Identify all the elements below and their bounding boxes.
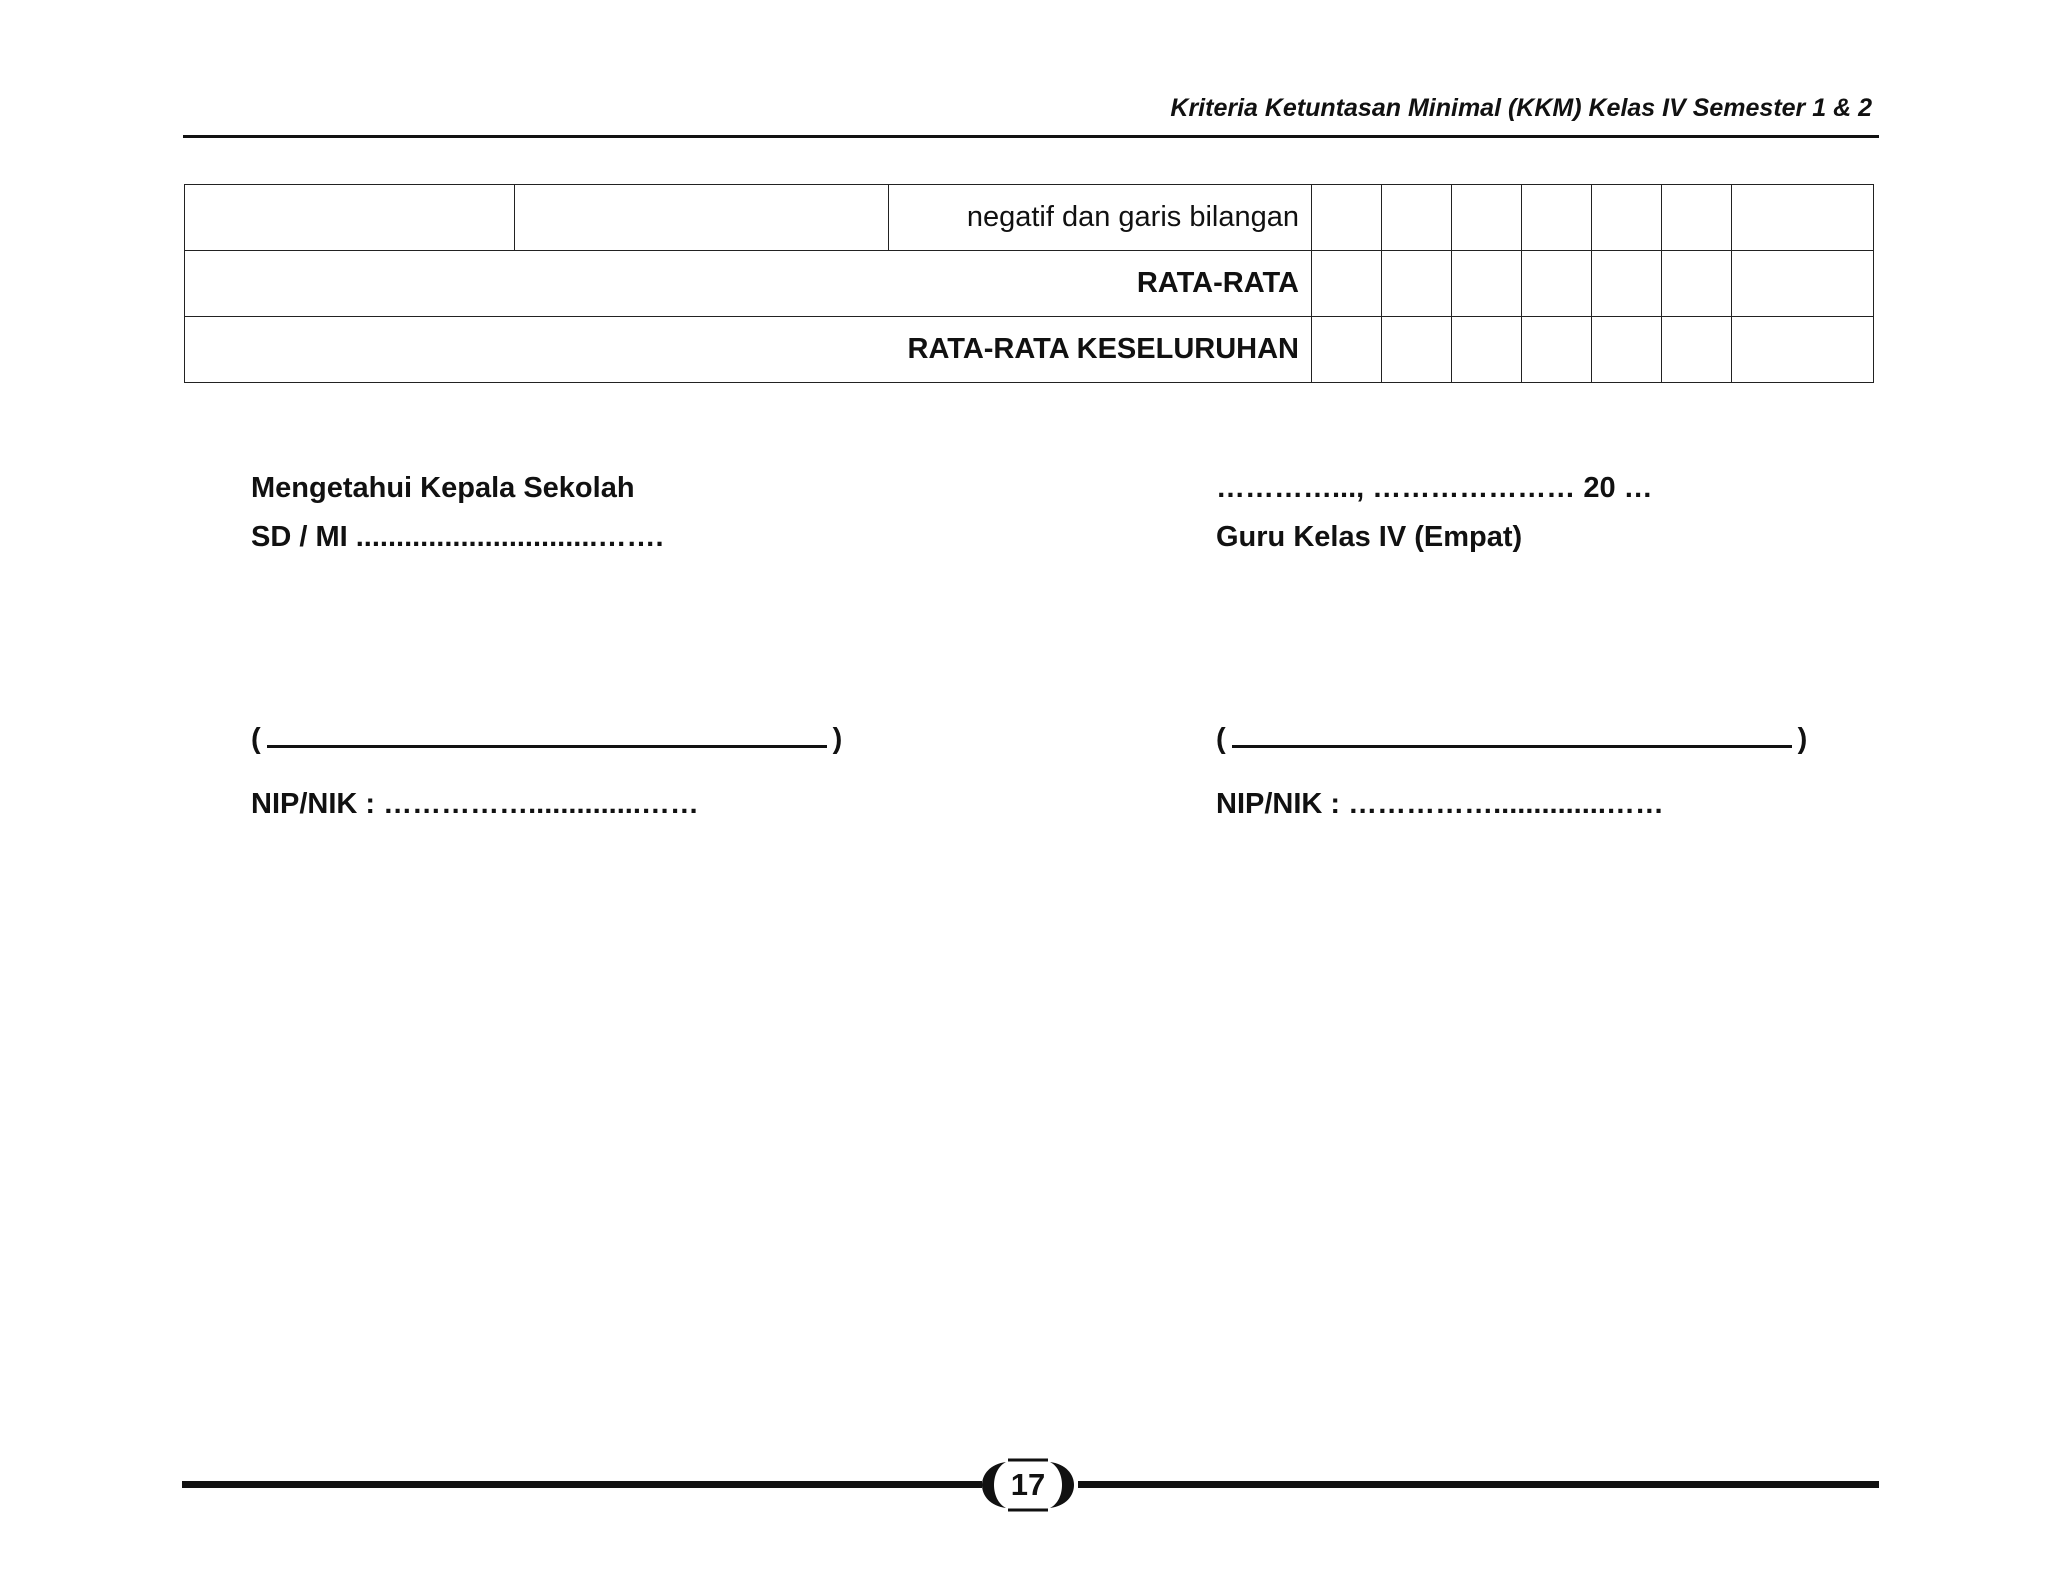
paren-open: ( <box>251 723 261 755</box>
paren-close: ) <box>1797 723 1808 755</box>
table-cell <box>1732 317 1874 383</box>
table-cell <box>1312 185 1382 251</box>
left-signature-school: SD / MI ..............................……. <box>251 521 664 553</box>
table-cell-indicator: negatif dan garis bilangan <box>889 185 1312 251</box>
table-cell <box>1312 251 1382 317</box>
table-cell <box>1662 251 1732 317</box>
table-cell <box>1662 185 1732 251</box>
right-signature-name-line <box>1216 723 1807 754</box>
table-cell <box>1382 317 1452 383</box>
paren-close: ) <box>832 723 843 755</box>
table-cell <box>1662 317 1732 383</box>
table-cell <box>1592 185 1662 251</box>
table-cell <box>1522 185 1592 251</box>
header-rule <box>183 135 1879 138</box>
table-row-overall-average <box>185 317 1874 383</box>
footer-rule-right <box>1078 1481 1879 1488</box>
table-cell <box>1592 317 1662 383</box>
average-label: RATA-RATA <box>185 251 1312 317</box>
signature-underline <box>1232 723 1792 748</box>
table-cell <box>1732 185 1874 251</box>
signature-underline <box>267 723 827 748</box>
table-cell <box>1452 251 1522 317</box>
table-cell <box>185 185 515 251</box>
left-signature-title: Mengetahui Kepala Sekolah <box>251 472 635 504</box>
footer-rule-left <box>182 1481 982 1488</box>
paren-open: ( <box>1216 723 1226 755</box>
overall-average-label: RATA-RATA KESELURUHAN <box>185 317 1312 383</box>
table-row-average <box>185 251 1874 317</box>
kkm-table <box>184 184 1874 383</box>
table-cell <box>1522 317 1592 383</box>
table-cell <box>1382 185 1452 251</box>
right-signature-date: …………..., ………………… 20 … <box>1216 472 1653 504</box>
table-cell <box>1452 317 1522 383</box>
table-cell <box>1312 317 1382 383</box>
table-cell <box>1732 251 1874 317</box>
table-cell <box>1452 185 1522 251</box>
right-nip: NIP/NIK : ……………..............…… <box>1216 788 1664 820</box>
table-cell <box>1592 251 1662 317</box>
table-cell <box>1382 251 1452 317</box>
left-nip: NIP/NIK : ……………..............…… <box>251 788 699 820</box>
right-signature-title: Guru Kelas IV (Empat) <box>1216 521 1523 553</box>
table-row-continued <box>185 185 1874 251</box>
table-cell <box>515 185 889 251</box>
page-number: 17 <box>1010 1467 1046 1502</box>
table-cell <box>1522 251 1592 317</box>
left-signature-name-line <box>251 723 842 754</box>
running-header-title: Kriteria Ketuntasan Minimal (KKM) Kelas IV Semester 1 & 2 <box>1170 94 1872 122</box>
